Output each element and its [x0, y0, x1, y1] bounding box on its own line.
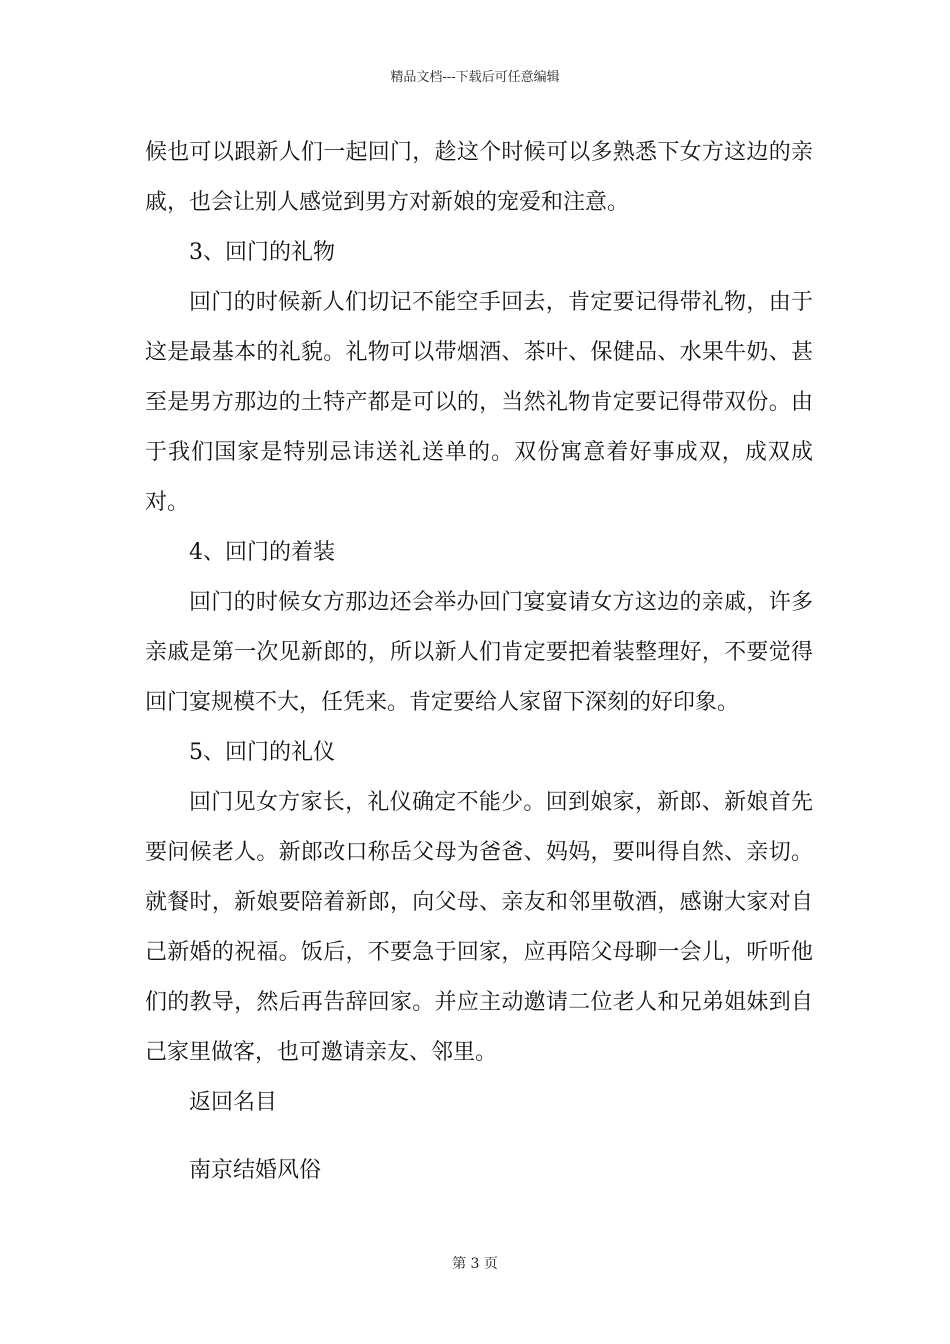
back-to-contents-link[interactable]: 返回名目: [189, 1090, 278, 1115]
spacer: [145, 1128, 813, 1146]
document-body: [145, 128, 813, 1196]
paragraph-attire: 回门的时候女方那边还会举办回门宴宴请女方这边的亲戚，许多亲戚是第一次见新郎的，所以新人们肯定要把着装整理好，不要觉得回门宴规模不大，任凭来。肯定要给人家留下深刻的好印象。: [145, 590, 813, 715]
paragraph-etiquette: 回门见女方家长，礼仪确定不能少。回到娘家，新郎、新娘首先要问候老人。新郎改口称岳父母为爸爸、妈妈，要叫得自然、亲切。就餐时，新娘要陪着新郎，向父母、亲友和邻里敬酒，感谢大家对自己新婚的祝福。饭后，不要急于回家，应再陪父母聊一会儿，听听他们的教导，然后再告辞回家。并应主动邀请二位老人和兄弟姐妹到自己家里做客，也可邀请亲友、邻里。: [145, 790, 813, 1065]
page-header: 精品文档---下载后可任意编辑: [390, 70, 560, 85]
paragraph-continuation: 候也可以跟新人们一起回门，趁这个时候可以多熟悉下女方这边的亲戚，也会让别人感觉到男方对新娘的宠爱和注意。: [145, 140, 813, 215]
page-number: 第 3 页: [452, 1256, 498, 1272]
paragraph-gifts: 回门的时候新人们切记不能空手回去，肯定要记得带礼物，由于这是最基本的礼貌。礼物可以带烟酒、茶叶、保健品、水果牛奶、甚至是男方那边的土特产都是可以的，当然礼物肯定要记得带双份。由于我们国家是特别忌讳送礼送单的。双份寓意着好事成双，成双成对。: [145, 290, 813, 515]
section-heading-gifts: 3、回门的礼物: [189, 240, 335, 265]
section-heading-attire: 4、回门的着装: [189, 540, 335, 565]
section-heading-etiquette: 5、回门的礼仪: [189, 740, 335, 765]
section-title-nanjing: 南京结婚风俗: [189, 1158, 322, 1183]
